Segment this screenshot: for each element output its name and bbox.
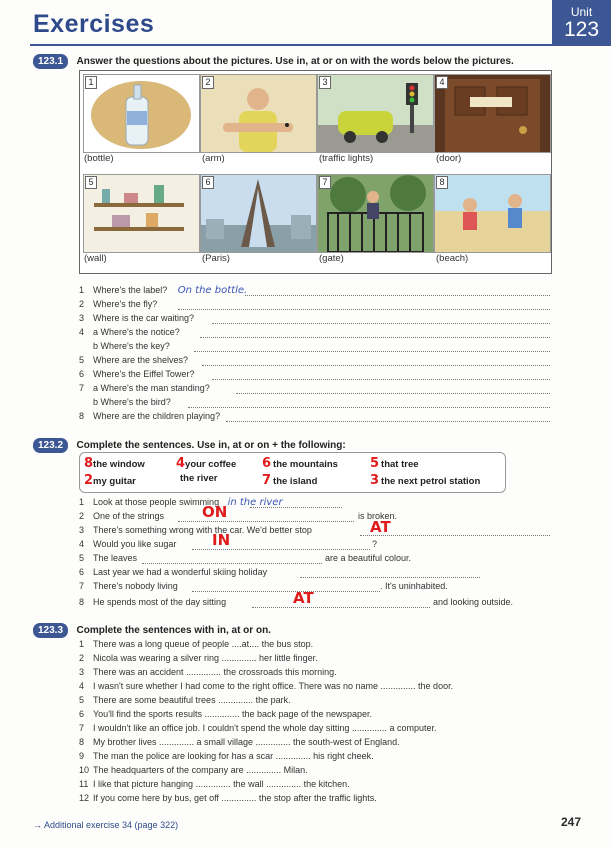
answer-line[interactable] [212,379,550,380]
sentence-row: 1 Look at those people swimming in the river [79,497,283,508]
question-row: 1 Where's the label? On the bottle. [79,285,248,296]
eiffel-tower-illustration [201,175,316,252]
sentence-row: 4 I wasn't sure whether I had come to the right office. There was no name .............. the door. [79,681,454,691]
picture-caption: (Paris) [202,253,230,264]
man-arm-illustration [201,75,316,152]
picture-door [434,74,551,153]
answer-line[interactable] [300,577,480,578]
word-item: 4your coffee [176,456,237,471]
picture-grid [79,70,552,274]
picture-number: 2 [202,76,214,89]
word-item: 7 the island [262,473,318,488]
picture-number: 4 [436,76,448,89]
sentence-end: . It's uninhabited. [380,581,448,591]
answer-line[interactable] [202,365,550,366]
question-row: b Where's the bird? [93,397,171,407]
word-item: 5 that tree [370,456,419,471]
sentence-row: 1 There was a long queue of people ....at.... the bus stop. [79,639,314,649]
sentence-row: 7 There's nobody living [79,581,178,591]
section-2-header [33,435,346,453]
sentence-row: 2 Nicola was wearing a silver ring .............. her little finger. [79,653,318,663]
answer-line[interactable] [188,407,550,408]
picture-gate [317,174,434,253]
unit-number: 123 [563,18,600,41]
sentence-end: ? [372,539,378,549]
sentence-end: are a beautiful colour. [325,553,412,563]
picture-paris [200,174,317,253]
answer-line[interactable] [236,393,550,394]
answer-text: ON [202,503,228,521]
picture-number: 8 [436,176,448,189]
answer-text: AT [370,518,391,536]
sentence-row: 9 The man the police are looking for has a scar .............. his right cheek. [79,751,374,761]
sentence-row: 12 If you come here by bus, get off .............. the stop after the traffic lights. [79,793,377,803]
sentence-row: 8 My brother lives .............. a small village .............. the south-west of England. [79,737,400,747]
sentence-row: 2 One of the strings [79,511,165,521]
door-illustration [435,75,550,152]
question-row: b Where's the key? [93,341,170,351]
picture-caption: (door) [436,153,462,164]
picture-caption: (traffic lights) [319,153,374,164]
section-1-badge: 123.1 [33,54,68,69]
picture-caption: (wall) [84,253,107,264]
picture-wall [83,174,200,253]
answer-line[interactable] [192,591,380,592]
answer-line[interactable] [250,507,342,508]
shelves-illustration [84,175,199,252]
answer-line[interactable] [245,295,550,296]
answer-line[interactable] [252,607,430,608]
section-3-instruction: Complete the sentences with in, at or on. [76,625,271,636]
sentence-row: 6 You'll find the sports results .............. the back page of the newspaper. [79,709,373,719]
header-rule [30,44,552,46]
picture-arm [200,74,317,153]
gate-illustration [318,175,433,252]
question-row: 6 Where's the Eiffel Tower? [79,369,195,379]
answer-line[interactable] [142,563,322,564]
section-2-badge: 123.2 [33,438,68,453]
section-1-instruction: Answer the questions about the pictures. Use in, at or on with the words below the pictures. [76,56,514,67]
sentence-row: 8 He spends most of the day sitting [79,597,227,607]
question-row: 2 Where's the fly? [79,299,158,309]
word-item: the river [180,473,218,484]
answer-line[interactable] [212,323,550,324]
sentence-row: 5 There are some beautiful trees .............. the park. [79,695,291,705]
picture-number: 6 [202,176,214,189]
unit-tab [552,0,611,46]
sentence-row: 6 Last year we had a wonderful skiing holiday [79,567,268,577]
sentence-row: 10 The headquarters of the company are .............. Milan. [79,765,308,775]
unit-label: Unit [570,5,593,19]
beach-illustration [435,175,550,252]
picture-number: 3 [319,76,331,89]
answer-line[interactable] [178,521,354,522]
picture-number: 1 [85,76,97,89]
car-traffic-lights-illustration [318,75,433,152]
question-row: 8 Where are the children playing? [79,411,221,421]
answer-text: On the bottle. [177,285,248,296]
page-number: 247 [561,815,582,829]
word-item: 3 the next petrol station [370,473,481,488]
section-1-header [33,51,514,69]
answer-text: in the river [227,497,283,508]
additional-exercise-link[interactable]: → Additional exercise 34 (page 322) [33,820,179,830]
picture-beach [434,174,551,253]
answer-line[interactable] [194,351,550,352]
answer-text: IN [212,531,231,549]
picture-number: 5 [85,176,97,189]
word-item: 2my guitar [84,473,136,488]
page-title: Exercises [33,10,155,38]
answer-line[interactable] [192,549,370,550]
picture-caption: (bottle) [84,153,114,164]
question-row: 3 Where is the car waiting? [79,313,195,323]
sentence-row: 11 I like that picture hanging .............. the wall .............. the kitchen. [79,779,350,789]
sentence-row: 5 The leaves [79,553,138,563]
picture-number: 7 [319,176,331,189]
answer-text: AT [293,589,314,607]
sentence-row: 7 I wouldn't like an office job. I couldn't spend the whole day sitting .............. a computer. [79,723,437,733]
section-2-instruction: Complete the sentences. Use in, at or on + the following: [76,440,346,451]
question-row: 4 a Where's the notice? [79,327,180,337]
picture-caption: (beach) [436,253,469,264]
word-item: 8the window [84,456,145,471]
answer-line[interactable] [178,309,550,310]
picture-bottle [83,74,200,153]
bottle-illustration [84,75,199,152]
word-item: 6 the mountains [262,456,338,471]
question-row: 5 Where are the shelves? [79,355,189,365]
section-3-badge: 123.3 [33,623,68,638]
question-row: 7 a Where's the man standing? [79,383,210,393]
picture-caption: (arm) [202,153,225,164]
answer-line[interactable] [200,337,550,338]
sentence-row: 3 There's something wrong with the car. We'd better stop [79,525,312,535]
section-3-header [33,620,271,638]
sentence-row: 4 Would you like sugar [79,539,177,549]
picture-traffic-lights [317,74,434,153]
sentence-end: and looking outside. [433,597,514,607]
picture-caption: (gate) [319,253,344,264]
sentence-row: 3 There was an accident .............. the crossroads this morning. [79,667,337,677]
answer-line[interactable] [360,535,550,536]
sentence-end: is broken. [358,511,398,521]
word-box [79,452,506,493]
answer-line[interactable] [226,421,550,422]
